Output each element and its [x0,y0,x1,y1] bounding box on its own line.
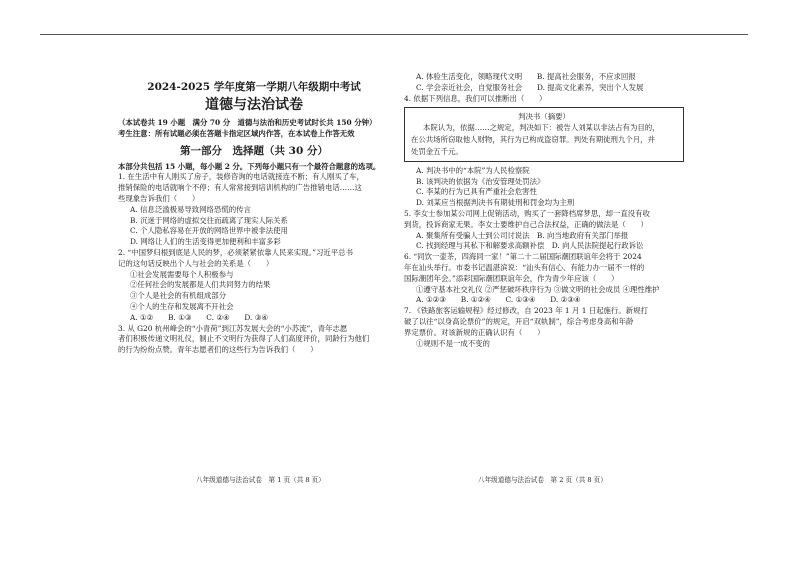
text-line: 破了以往“以身高论票价”的规定，开启“双轨制”，综合考虑身高和年龄 [404,316,634,326]
judgment-box [404,107,684,161]
page1-footer: 八年级道德与法治试卷 第 1 页（共 8 页） [196,476,325,484]
text-line: B. 沉迷于网络的虚拟交往而疏离了现实人际关系 [130,215,288,225]
page1-question-list [118,162,390,356]
text-line: 1. 在生活中有人刚买了房子，装修咨询的电话就接连不断；有人刚买了车， [118,172,364,182]
text-line: 到货，投诉商家无果。李女士要维护自己合法权益，正确的做法是（ ） [404,219,648,229]
text-line: 4. 依据下列信息，我们可以推断出（ ） [404,93,547,103]
exam-page-1 [118,72,390,492]
text-line: ①规则不是一成不变的 [416,338,490,348]
text-line: 5. 李女士参加某公司网上促销活动，购买了一套降档席梦思，却一直没有收 [404,208,650,218]
judgment-title: 判决书（摘要） [518,112,570,122]
text-line: A. 判决书中的“本院”为人民检察院 [416,165,530,175]
text-line: 处罚金五千元。 [411,146,463,156]
text-line: 本部分共包括 15 小题，每小题 2 分。下列每小题只有一个最符合题意的选项。 [118,161,381,171]
text-line: 在公共场所窃取他人财物，其行为已构成盗窃罪。判处有期徒刑九个月，并 [411,135,655,145]
text-line: ①社会发展需要每个人积极参与 [130,269,234,279]
judgment-text [411,122,677,157]
text-line: 本院认为，依据……之规定，判决如下：被告人刘某以非法占有为目的， [423,123,660,133]
text-line: C. 学会亲近社会，自觉服务社会 D. 提高文化素养，突出个人发展 [416,82,644,92]
exam-notice: 考生注意：所有试题必须在答题卡指定区域内作答，在本试卷上作答无效 [118,128,355,138]
text-line: ④个人的生存和发展离不开社会 [130,301,234,311]
page2-question-list-top [404,72,684,104]
text-line: 国际潮团年会。”添彩国际潮团联谊年会，作为青少年应该（ ） [404,273,619,283]
exam-title: 2024-2025 学年度第一学期八年级期中考试 [147,81,361,93]
text-line: A. 信息泛滥极易导致网络恐慌的传言 [130,204,251,214]
text-line: ③个人是社会的有机组成部分 [130,291,227,301]
text-line: ①遵守基本社交礼仪 ②严惩破坏秩序行为 ③做文明的社会成员 ④理性维护 [416,284,660,294]
text-line: A. ①② B. ①③ C. ②④ D. ③④ [130,312,268,322]
text-line: A. 体验生活变化，领略现代文明 B. 提高社会服务，不应求回报 [416,72,636,81]
page2-footer: 八年级道德与法治试卷 第 2 页（共 8 页） [478,476,607,484]
text-line: 记的这句话反映出个人与社会的关系是（ ） [118,258,274,268]
text-line: 些现象告诉我们（ ） [118,193,200,203]
text-line: 的行为纷纷点赞。青年志愿者们的这些行为告诉我们（ ） [118,345,318,355]
text-line: 6. “同饮一壶茶，四海同一家！”第二十二届国际潮团联谊年会将于 2024 [404,252,642,262]
text-line: A. 聚集所有受骗人士到公司讨说法 B. 向当地政府有关部门举报 [416,230,629,240]
top-rule [40,34,748,35]
text-line: B. 该判决的依据为《治安管理处罚法》 [416,176,545,186]
section-heading: 第一部分 选择题（共 30 分） [180,144,328,157]
text-line: 3. 从 G20 杭州峰会的“小青荷”到江苏发展大会的“小苏流”，青年志愿 [118,323,348,333]
text-line: 年在汕头举行。市委书记温湛滨说：“汕头有信心、有能力办一届不一样的 [404,262,645,272]
text-line: 界定票价。对该新规的正确认识有（ ） [404,327,545,337]
text-line: 2. “中国梦归根到底是人民的梦，必须紧紧依靠人民来实现。”习近平总书 [118,247,353,257]
exam-page-2 [404,72,684,492]
text-line: D. 刘某应当根据判决书有期徒刑和罚金均为主刑 [416,198,575,208]
text-line: C. 个人隐私容易在开放的网络世界中被非法使用 [130,226,288,236]
text-line: 者们积极传递文明礼仪，制止不文明行为获得了人们高度评价，同龄行为他们 [118,334,370,344]
text-line: C. 李某的行为已具有严重社会危害性 [416,187,537,197]
text-line: ②任何社会的发展都是人们共同努力的结果 [130,280,271,290]
page2-question-list-bottom [404,166,684,350]
text-line: 7. 《铁路旅客运输规程》经过修改，自 2023 年 1 月 1 日起施行。新规打 [404,306,648,316]
text-line: D. 网络让人们的生活变得更加便利和丰富多彩 [130,237,281,247]
text-line: C. 找到经理与其私下和解要求高额补偿 D. 向人民法院提起行政诉讼 [416,241,644,251]
text-line: A. ①②③ B. ①②④ C. ①③④ D. ②③④ [416,295,581,305]
exam-meta: （本试卷共 19 小题 满分 70 分 道德与法治和历史考试时长共 150 分钟） [118,118,377,127]
subject-title: 道德与法治试卷 [205,97,303,113]
text-line: 推销保险的电话就响个不停；有人常常接到培训机构的广告推销电话……这 [118,183,362,193]
